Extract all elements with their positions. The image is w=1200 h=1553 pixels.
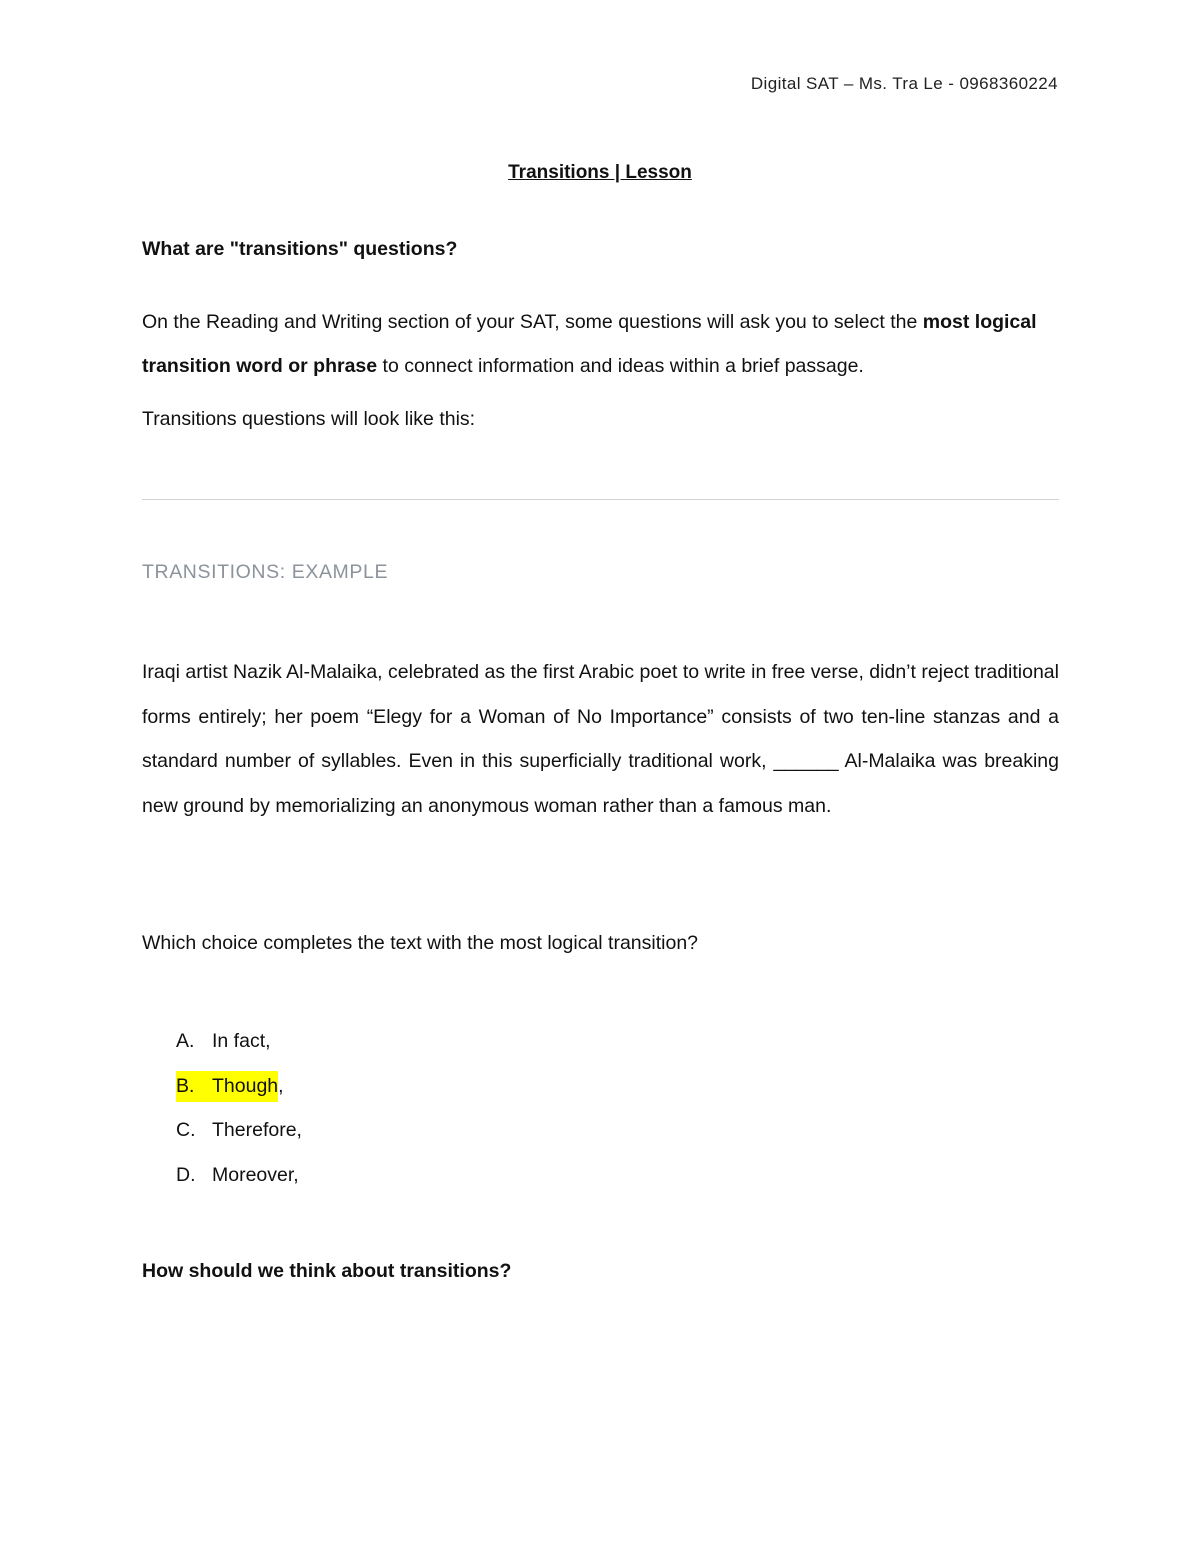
choice-text: In fact, bbox=[212, 1030, 271, 1052]
intro-text-end: to connect information and ideas within a brief passage. bbox=[377, 355, 864, 377]
choice-letter: B. bbox=[176, 1074, 195, 1097]
lead-in-text: Transitions questions will look like this: bbox=[142, 408, 476, 430]
choice-letter: A. bbox=[176, 1030, 195, 1052]
intro-paragraph bbox=[142, 300, 1059, 388]
page-header: Digital SAT – Ms. Tra Le - 0968360224 bbox=[750, 74, 1058, 93]
section-heading-2: How should we think about transitions? bbox=[142, 1260, 512, 1282]
choice-b bbox=[176, 1071, 302, 1116]
horizontal-divider bbox=[142, 499, 1059, 500]
answer-choices bbox=[176, 1026, 302, 1204]
choice-c bbox=[176, 1115, 302, 1160]
question-prompt: Which choice completes the text with the most logical transition? bbox=[142, 932, 699, 954]
choice-d bbox=[176, 1160, 302, 1205]
page-title: Transitions | Lesson bbox=[508, 162, 692, 183]
example-label: TRANSITIONS: EXAMPLE bbox=[142, 561, 389, 583]
section-heading: What are "transitions" questions? bbox=[142, 238, 458, 260]
intro-bold-phrase: most logical transition word or phrase bbox=[142, 311, 1037, 377]
choice-a bbox=[176, 1026, 302, 1071]
example-passage: Iraqi artist Nazik Al-Malaika, celebrated as the first Arabic poet to write in free verse, didn’t reject traditional forms entirely; her poem “Elegy for a Woman of No Importance” consists of two ten-line stanzas and a standard number of syllables. Even in this superficially traditional work, ______ Al-Malaika was breaking new ground by memorializing an anonymous woman rather than a famous man. bbox=[142, 661, 1059, 817]
highlighted-answer bbox=[176, 1071, 278, 1102]
choice-text: Therefore, bbox=[212, 1119, 302, 1141]
choice-text: Though bbox=[212, 1074, 279, 1097]
choice-text: Moreover, bbox=[212, 1163, 299, 1186]
choice-letter: C. bbox=[176, 1119, 196, 1141]
intro-text-start: On the Reading and Writing section of your SAT, some questions will ask you to select the bbox=[142, 311, 923, 333]
choice-letter: D. bbox=[176, 1163, 196, 1186]
choice-suffix: , bbox=[278, 1074, 284, 1097]
